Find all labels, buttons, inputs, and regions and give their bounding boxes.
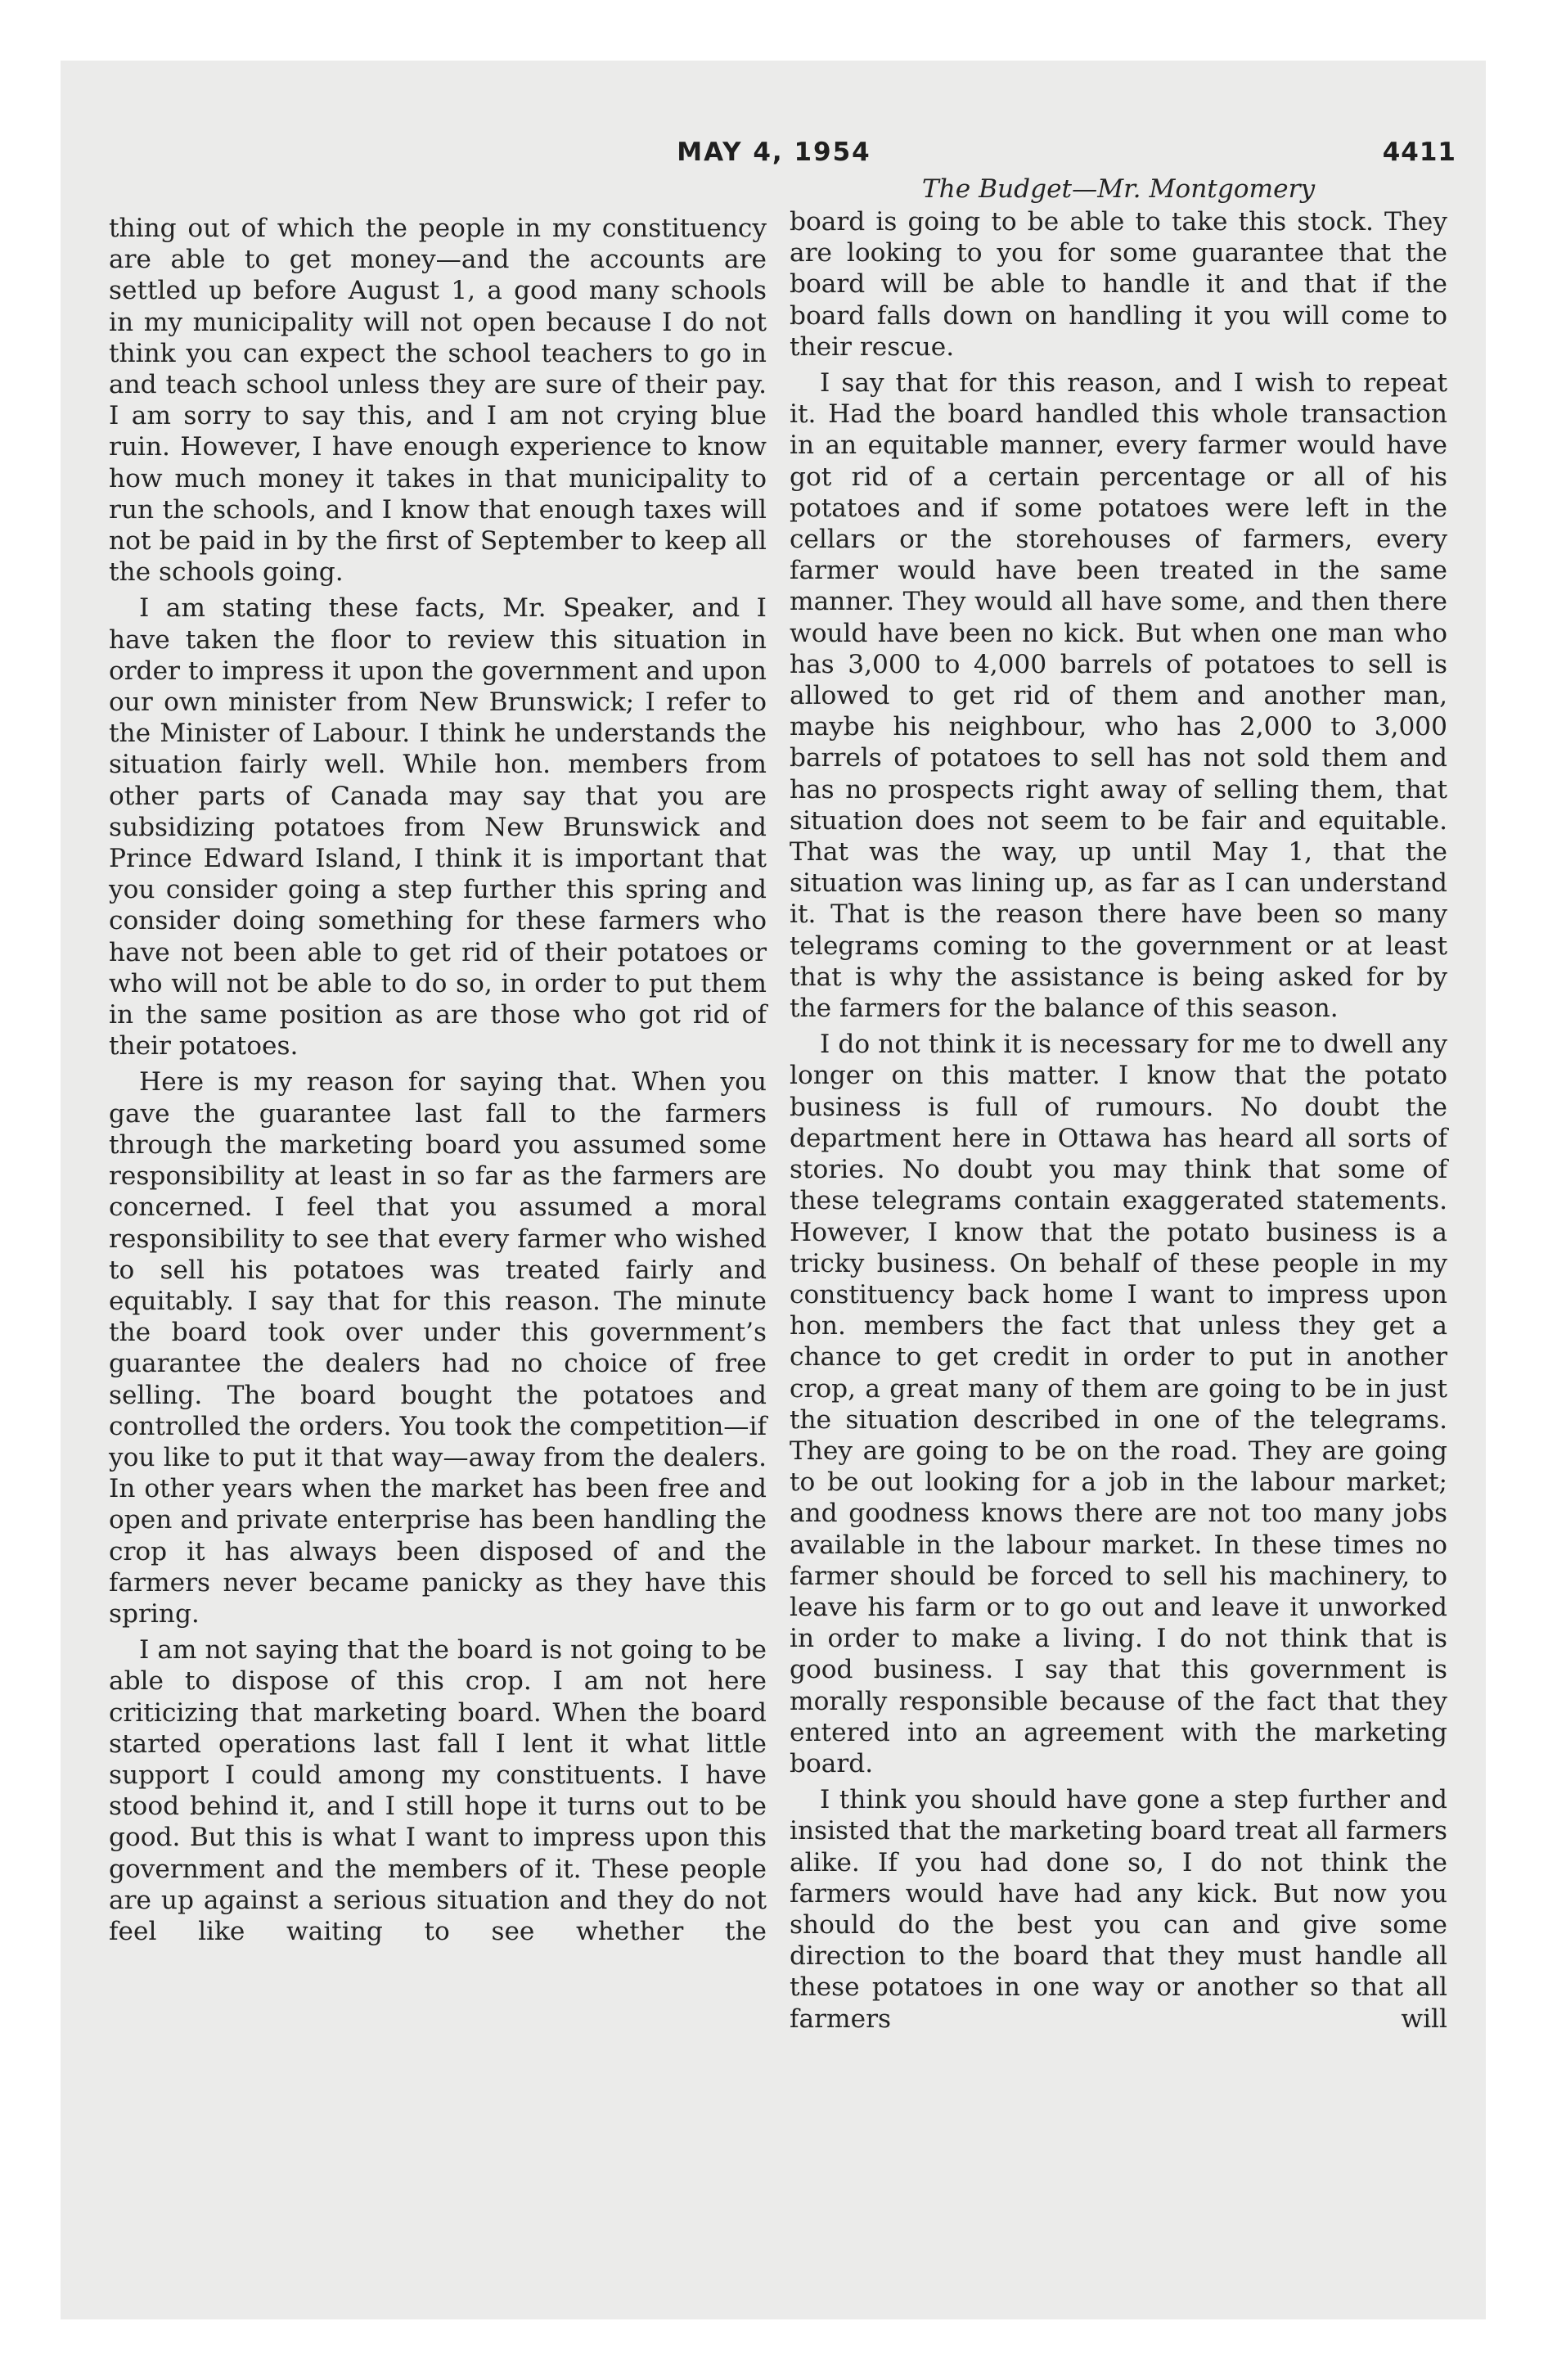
paragraph: I say that for this reason, and I wish to repeat it. Had the board handled this whole transaction in an equitable manner, every farmer would have got rid of a certain percentage or all of his potatoes and if some potatoes were left in the cellars or the storehouses of farmers, every farmer would have been treated in the same manner. They would all have some, and then there would have been no kick. But when one man who has 3,000 to 4,000 barrels of potatoes to sell is allowed to get rid of them and another man, maybe his neighbour, who has 2,000 to 3,000 barrels of potatoes to sell has not sold them and has no prospects right away of selling them, that situation does not seem to be fair and equitable. That was the way, up until May 1, that the situation was lining up, as far as I can understand it. That is the reason there have been so many telegrams coming to the government or at least that is why the assistance is being asked for by the farmers for the balance of this season. [790,368,1447,1024]
running-head: The Budget—Mr. Montgomery [921,174,1316,204]
right-column [790,174,1447,2040]
page-number: 4411 [1382,137,1456,167]
left-column [109,213,767,1952]
page-header [0,137,1548,178]
paragraph: Here is my reason for saying that. When you gave the guarantee last fall to the farmers through the marketing board you assumed some responsibility at least in so far as the farmers are concerned. I feel that you assumed a moral responsibility to see that every farmer who wished to sell his potatoes was treated fairly and equitably. I say that for this reason. The minute the board took over under this government’s guarantee the dealers had no choice of free selling. The board bought the potatoes and controlled the orders. You took the competition—if you like to put it that way—away from the dealers. In other years when the market has been free and open and private enterprise has been handling the crop it has always been disposed of and the farmers never became panicky as they have this spring. [109,1067,767,1629]
paragraph: thing out of which the people in my constituency are able to get money—and the accounts are settled up before August 1, a good many schools in my municipality will not open because I do not think you can expect the school teachers to go in and teach school unless they are sure of their pay. I am sorry to say this, and I am not crying blue ruin. However, I have enough experience to know how much money it takes in that municipality to run the schools, and I know that enough taxes will not be paid in by the first of September to keep all the schools going. [109,214,767,588]
header-date: MAY 4, 1954 [677,137,871,167]
paragraph: board is going to be able to take this stock. They are looking to you for some guarantee that the board will be able to handle it and that if the board falls down on handling it you will come to their rescue. [790,207,1447,362]
paragraph: I am stating these facts, Mr. Speaker, and I have taken the floor to review this situation in order to impress it upon the government and upon our own minister from New Brunswick; I refer to the Minister of Labour. I think he understands the situation fairly well. While hon. members from other parts of Canada may say that you are subsidizing potatoes from New Brunswick and Prince Edward Island, I think it is important that you consider going a step further this spring and consider doing something for these farmers who have not been able to get rid of their potatoes or who will not be able to do so, in order to put them in the same position as are those who got rid of their potatoes. [109,593,767,1062]
paragraph: I think you should have gone a step further and insisted that the marketing board treat all farmers alike. If you had done so, I do not think the farmers would have had any kick. But now you should do the best you can and give some direction to the board that they must handle all these potatoes in one way or another so that all farmers will [790,1785,1447,2034]
paragraph: I am not saying that the board is not going to be able to dispose of this crop. I am not here criticizing that marketing board. When the board started operations last fall I lent it what little support I could among my constituents. I have stood behind it, and I still hope it turns out to be good. But this is what I want to impress upon this government and the members of it. These people are up against a serious situation and they do not feel like waiting to see whether the [109,1635,767,1946]
paragraph: I do not think it is necessary for me to dwell any longer on this matter. I know that the potato business is full of rumours. No doubt the department here in Ottawa has heard all sorts of stories. No doubt you may think that some of these telegrams contain exaggerated statements. However, I know that the potato business is a tricky business. On behalf of these people in my constituency back home I want to impress upon hon. members the fact that unless they get a chance to get credit in order to put in another crop, a great many of them are going to be in just the situation described in one of the telegrams. They are going to be on the road. They are going to be out looking for a job in the labour market; and goodness knows there are not too many jobs available in the labour market. In these times no farmer should be forced to sell his machinery, to leave his farm or to go out and leave it unworked in order to make a living. I do not think that is good business. I say that this government is morally responsible because of the fact that they entered into an agreement with the marketing board. [790,1030,1447,1778]
